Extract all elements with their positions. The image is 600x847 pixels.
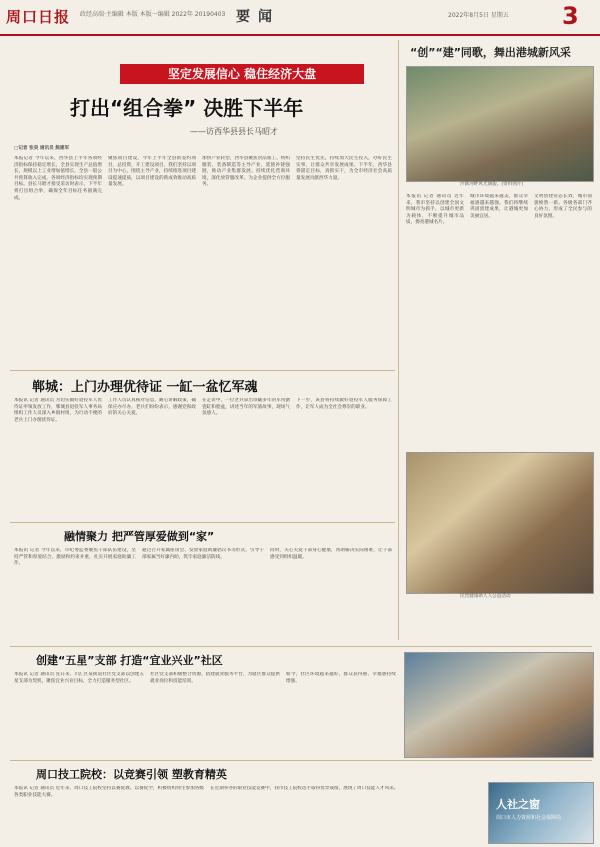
fourth-col-3: 如今，社区环境越来越好，群众获得感、幸福感持续增强。 xyxy=(286,672,396,684)
third-col-3: 同时，关心关爱干部身心健康，帮助解决实际困难，让干部感受到组织温暖。 xyxy=(270,548,392,560)
promo-box xyxy=(488,782,594,844)
lead-col-2: 聚焦项目建设，今年上半年全县新签约项目，总投资，开工建设项目。我们坚持以项目为中心，围绕主导产业，持续推进项目建设提速提质，以项目建设的新成效推动高质量发展。 xyxy=(108,156,196,188)
side-col-2: 城市环境越来越美，群众幸福感越来越强。我们将继续巩固创建成果，让港城更加美丽宜居。 xyxy=(470,194,528,219)
side-photo xyxy=(406,66,594,182)
section-rule xyxy=(10,522,395,523)
second-col-3: 在走访中，一位老兵拿出珍藏多年的军用搪瓷缸和脸盆，讲述当年的军旅故事，现场气氛感人。 xyxy=(202,398,290,417)
lead-col-4: 坚持民生优先，持续加大民生投入，办好民生实事，让群众共享发展成果。下半年，西华县将锚定目标，真抓实干，为全市经济社会高质量发展贡献西华力量。 xyxy=(296,156,392,181)
column-divider xyxy=(398,40,399,640)
community-photo xyxy=(404,652,594,758)
event-photo xyxy=(406,452,594,594)
section-rule xyxy=(10,370,395,371)
side-headline: “创”“建”同歌，舞出港城新风采 xyxy=(410,46,571,59)
fourth-col-1: 本报讯 记者 通讯员 连日来，川汇区某街道社区党支部以创建五星支部为契机，聚焦宜业兴业目标，全力打造服务型社区。 xyxy=(14,672,144,684)
fourth-headline: 创建“五星”支部 打造“宜业兴业”社区 xyxy=(36,654,223,667)
lead-headline: 打出“组合拳” 决胜下半年 xyxy=(70,96,304,120)
lead-col-1: 本报记者 今年以来，西华县上半年各项经济指标保持稳定增长，全县实现生产总值增长，规模以上工业增加值增长，全县一般公共预算收入完成，各项经济指标均实现预期目标。县长马昭才接受采访时表示，下半年将打出组合拳，确保全年目标任务圆满完成。 xyxy=(14,156,102,201)
fifth-headline: 周口技工院校：以竞赛引领 塑教育精英 xyxy=(36,768,227,781)
issue-date: 2022年8月5日 星期五 xyxy=(448,12,509,19)
second-col-2: 工作人员认真核对信息，耐心讲解政策，确保应办尽办。老兵们纷纷表示，感谢党和政府的关心关爱。 xyxy=(108,398,196,417)
page-number: 3 xyxy=(562,2,579,30)
promo-subtitle: 周口市人力资源和社会保障局 xyxy=(496,815,562,821)
event-photo-caption: 民营健康助人人公益活动 xyxy=(460,594,511,599)
second-col-4: 下一步，该县将持续做好退役军人服务保障工作，让军人成为全社会尊崇的职业。 xyxy=(296,398,392,410)
second-col-1: 本报讯 记者 通讯员 为切实做好退役军人优待证申领发放工作，郸城县退役军人事务局组织工作人员深入乡镇村组，为行动不便的老兵上门办理优待证。 xyxy=(14,398,102,423)
lead-byline: □记者 张昊 通讯员 熊建军 xyxy=(14,146,70,151)
third-col-2: 通过召开家属座谈会、发放家庭助廉倡议书等形式，引导干部家属当好廉内助，筑牢家庭廉洁防线。 xyxy=(142,548,264,560)
third-col-1: 本报讯 记者 今年以来，市纪委监委聚焦干部队伍建设，坚持严管和厚爱结合、激励和约束并重，扎实开展家庭助廉工作。 xyxy=(14,548,136,567)
fifth-col-2: 在近期举办的职业技能竞赛中，我市技工院校选手取得优异成绩，展现了周口技能人才风采。 xyxy=(210,786,399,791)
fourth-col-2: 社区党支部积极整合资源，搭建就业服务平台，为辖区群众提供就业岗位和技能培训。 xyxy=(150,672,280,684)
section-rule xyxy=(10,646,592,647)
side-photo-caption: 沙颍河畔风光旖旎。(资料图片) xyxy=(460,182,524,187)
section-title: 要闻 xyxy=(236,9,280,25)
side-col-3: 文明创建常态长效，城市面貌焕然一新。各级各部门齐心协力，形成了全民参与的良好氛围。 xyxy=(534,194,592,219)
section-rule xyxy=(10,760,592,761)
fifth-col-1: 本报讯 记者 通讯员 近年来，周口技工院校坚持以赛促教、以赛促学，积极组织师生参加各级各类职业技能大赛。 xyxy=(14,786,204,798)
lead-col-3: 加快产业转型，西华县聚焦食品加工、纺织服装、装备制造等主导产业，延链补链强链，推动产业集群发展。持续优化营商环境，深化放管服改革，为企业提供全方位服务。 xyxy=(202,156,290,188)
third-headline: 融情聚力 把严管厚爱做到“家” xyxy=(64,530,215,543)
lead-subhead: ——访西华县县长马昭才 xyxy=(190,127,278,136)
newspaper-logo: 周口日报 xyxy=(6,8,71,26)
theme-banner: 坚定发展信心 稳住经济大盘 xyxy=(120,64,364,84)
second-headline: 郸城：上门办理优待证 一缸一盆忆军魂 xyxy=(32,380,258,395)
masthead xyxy=(0,0,600,36)
promo-title: 人社之窗 xyxy=(496,798,540,811)
masthead-info: 政经高端·主编辑 本版 本版一编辑 2022年 20190403 xyxy=(80,11,226,18)
side-col-1: 本报讯 记者 通讯员 近年来，我市坚持以创建全国文明城市为抓手，以城市更新为载体，不断提升城市品质，擦亮港城名片。 xyxy=(406,194,464,226)
